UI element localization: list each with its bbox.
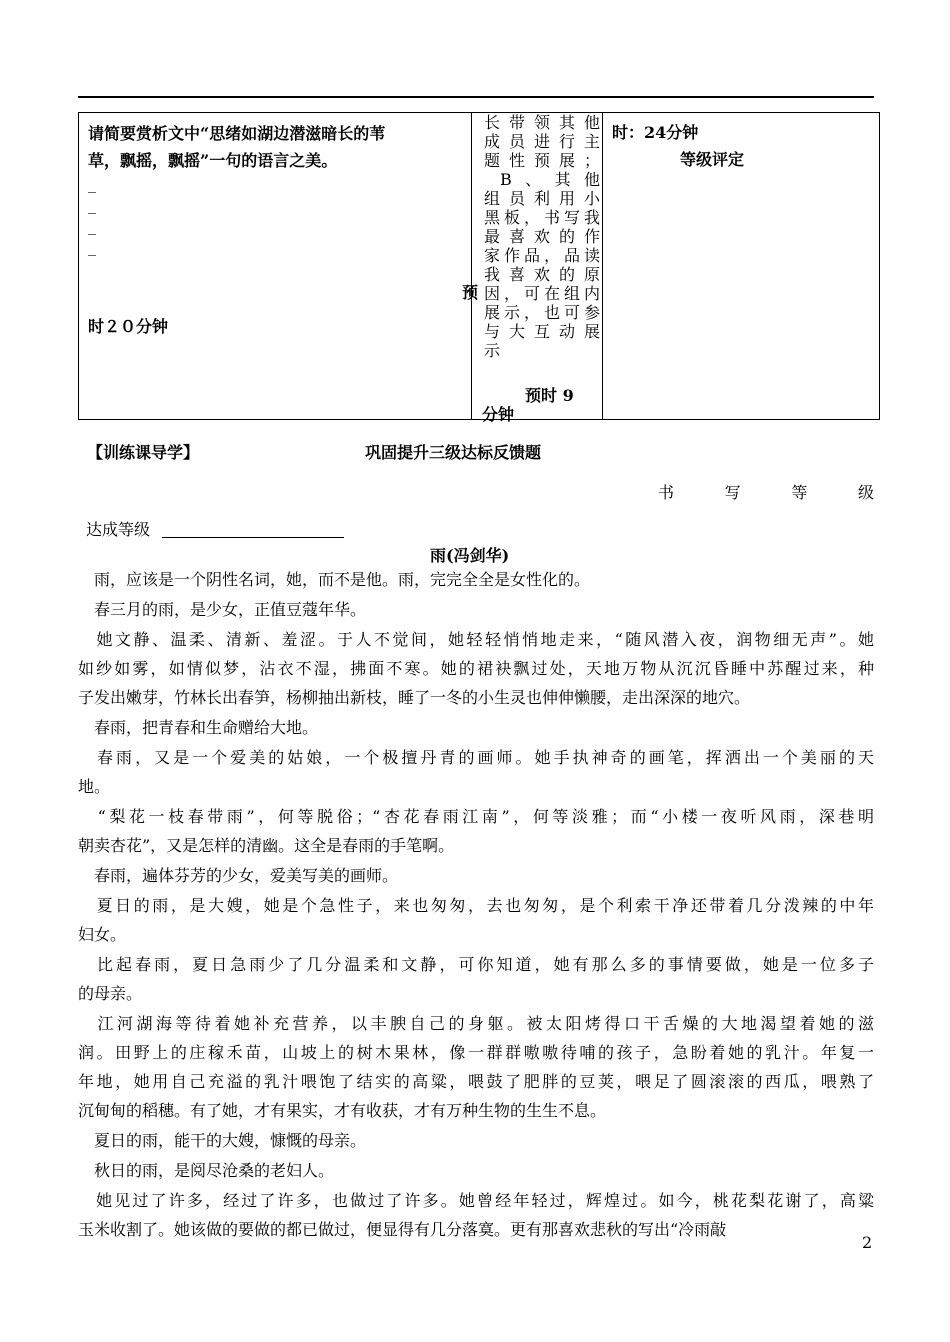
paragraph-line: 比起春雨，夏日急雨少了几分温柔和文静，可你知道，她有那么多的事情要做，她是一位多子 — [78, 955, 874, 974]
article-paragraph — [78, 743, 874, 801]
paragraph-line: 妇女。 — [78, 925, 127, 944]
article-paragraph — [78, 950, 874, 1008]
mid-line: 与大互动展 — [484, 322, 600, 341]
activity-table — [78, 112, 880, 424]
mid-line: 示 — [484, 341, 501, 360]
article-paragraph — [78, 625, 874, 712]
left-time: 时２０分钟 — [88, 317, 169, 336]
paragraph-line: 春雨，又是一个爱美的姑娘，一个极擅丹青的画师。她手执神奇的画笔，挥洒出一个美丽的天 — [78, 748, 874, 767]
paragraph-line: 雨，应该是一个阴性名词，她，而不是他。雨，完完全全是女性化的。 — [78, 570, 591, 589]
paragraph-line: 子发出嫩芽，竹林长出春笋，杨柳抽出新枝，睡了一冬的小生灵也伸伸懒腰，走出深深的地穴。 — [78, 688, 751, 707]
section-title: 巩固提升三级达标反馈题 — [365, 443, 542, 462]
question-line: 请简要赏析文中“思绪如湖边潜滋暗长的苇 — [88, 124, 386, 143]
grade-evaluation: 等级评定 — [680, 150, 745, 169]
mid-time-2: 分钟 — [482, 405, 515, 424]
mid-line: 成员进行主 — [484, 132, 600, 151]
writing-grade-char: 等 — [791, 483, 808, 502]
answer-blank: _ — [88, 237, 96, 256]
answer-blank: _ — [88, 195, 96, 214]
article-paragraph — [78, 1186, 874, 1244]
mid-line: 长带领其他 — [484, 113, 600, 132]
header-rule — [78, 96, 874, 98]
paragraph-line: “梨花一枝春带雨”，何等脱俗；“杏花春雨江南”，何等淡雅；而“小楼一夜听风雨，深巷明 — [78, 807, 874, 826]
answer-blanks — [88, 173, 96, 257]
article-title: 雨(冯剑华) — [430, 546, 510, 565]
paragraph-line: 江河湖海等待着她补充营养，以丰腴自己的身躯。被太阳烤得口干舌燥的大地渴望着她的滋 — [78, 1014, 874, 1033]
table-divider-2 — [602, 113, 603, 419]
writing-grade-char: 级 — [857, 483, 874, 502]
article-paragraph — [78, 802, 874, 860]
mid-label: 预 — [462, 283, 479, 302]
mid-line: B、其他 — [500, 170, 600, 189]
question-line: 草，飘摇，飘摇”一句的语言之美。 — [88, 151, 338, 170]
mid-instructions — [484, 113, 600, 360]
mid-time-1: 预时 9 — [525, 386, 574, 405]
article-paragraph — [78, 861, 874, 890]
paragraph-line: 地。 — [78, 777, 111, 796]
paragraph-line: 玉米收割了。她该做的要做的都已做过，便显得有几分落寞。更有那喜欢悲秋的写出“冷雨敲 — [78, 1220, 727, 1239]
mid-line: 组员利用小 — [484, 189, 600, 208]
answer-blank: _ — [88, 174, 96, 193]
section-label: 【训练课导学】 — [87, 443, 200, 462]
paragraph-line: 春三月的雨，是少女，正值豆蔻年华。 — [78, 600, 367, 619]
answer-blank: _ — [88, 216, 96, 235]
article-paragraph — [78, 891, 874, 949]
mid-line: 我喜欢的原 — [484, 265, 600, 284]
article-paragraph — [78, 595, 874, 624]
mid-line: 黑板，书写我 — [484, 208, 600, 227]
article-paragraph — [78, 1126, 874, 1155]
paragraph-line: 夏日的雨，能干的大嫂，慷慨的母亲。 — [78, 1131, 367, 1150]
article-paragraph — [78, 565, 874, 594]
achieve-blank — [162, 537, 344, 538]
writing-grade — [658, 480, 874, 503]
mid-line: 因，可在组内 — [484, 284, 600, 303]
paragraph-line: 年地，她用自己充溢的乳汁喂饱了结实的高粱，喂鼓了肥胖的豆荚，喂足了圆滚滚的西瓜，喂熟了 — [78, 1072, 874, 1091]
page-number: 2 — [862, 1233, 873, 1252]
paragraph-line: 春雨，把青春和生命赠给大地。 — [78, 718, 319, 737]
article-paragraph — [78, 713, 874, 742]
article-paragraph — [78, 1009, 874, 1125]
paragraph-line: 秋日的雨，是阅尽沧桑的老妇人。 — [78, 1161, 335, 1180]
writing-grade-char: 书 — [658, 483, 675, 502]
right-time: 时：24分钟 — [612, 123, 699, 142]
question-text — [88, 120, 385, 174]
paragraph-line: 朝卖杏花”，又是怎样的清幽。这全是春雨的手笔啊。 — [78, 836, 455, 855]
paragraph-line: 的母亲。 — [78, 984, 143, 1003]
mid-line: 家作品，品读 — [484, 246, 600, 265]
writing-grade-char: 写 — [724, 483, 741, 502]
mid-line: 展示，也可参 — [484, 303, 600, 322]
achieve-label: 达成等级 — [86, 520, 151, 539]
paragraph-line: 她文静、温柔、清新、羞涩。于人不觉间，她轻轻悄悄地走来，“随风潜入夜，润物细无声”。她 — [78, 630, 874, 649]
paragraph-line: 春雨，遍体芬芳的少女，爱美写美的画师。 — [78, 866, 399, 885]
paragraph-line: 如纱如雾，如情似梦，沾衣不湿，拂面不寒。她的裙袂飘过处，天地万物从沉沉昏睡中苏醒过来，种 — [78, 659, 874, 678]
paragraph-line: 夏日的雨，是大嫂，她是个急性子，来也匆匆，去也匆匆，是个利索干净还带着几分泼辣的中年 — [78, 896, 874, 915]
paragraph-line: 润。田野上的庄稼禾苗，山坡上的树木果林，像一群群嗷嗷待哺的孩子，急盼着她的乳汁。年复一 — [78, 1043, 874, 1062]
mid-line: 最喜欢的作 — [484, 227, 600, 246]
mid-line: 题性预展； — [484, 151, 600, 170]
paragraph-line: 她见过了许多，经过了许多，也做过了许多。她曾经年轻过，辉煌过。如今，桃花梨花谢了，高粱 — [78, 1191, 874, 1210]
article-paragraph — [78, 1156, 874, 1185]
table-divider-1 — [471, 113, 472, 419]
paragraph-line: 沉甸甸的稻穗。有了她，才有果实，才有收获，才有万种生物的生生不息。 — [78, 1101, 607, 1120]
